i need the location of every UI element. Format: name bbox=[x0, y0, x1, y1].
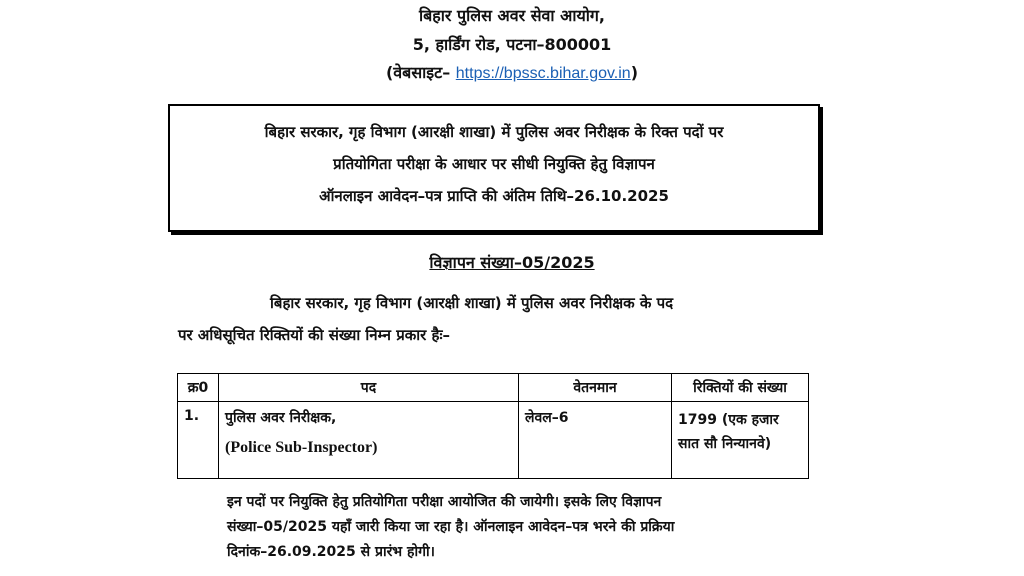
table-header-row bbox=[178, 374, 809, 402]
vacancies-line-1: 1799 (एक हजार bbox=[678, 412, 779, 428]
website-prefix: (वेबसाइट– bbox=[385, 63, 451, 82]
org-address: 5, हार्डिंग रोड, पटना–800001 bbox=[412, 35, 612, 54]
header-post: पद bbox=[219, 374, 519, 402]
cell-post bbox=[219, 402, 519, 479]
cell-vacancies bbox=[672, 402, 809, 479]
header-pay-scale: वेतनमान bbox=[519, 374, 672, 402]
website-suffix: ) bbox=[630, 63, 639, 82]
website-line bbox=[0, 61, 1024, 83]
notice-line-2: प्रतियोगिता परीक्षा के आधार पर सीधी नियुक्ति हेतु विज्ञापन bbox=[333, 155, 655, 173]
header-sno: क्र0 bbox=[178, 374, 219, 402]
website-link[interactable]: https://bpssc.bihar.gov.in bbox=[455, 65, 631, 82]
vacancies-line-2: सात सौ निन्यानवे) bbox=[678, 436, 772, 452]
advertisement-number bbox=[0, 251, 1024, 273]
org-name: बिहार पुलिस अवर सेवा आयोग, bbox=[418, 6, 606, 25]
intro-line-1: बिहार सरकार, गृह विभाग (आरक्षी शाखा) में पुलिस अवर निरीक्षक के पद bbox=[270, 294, 674, 312]
footer-line-2: संख्या–05/2025 यहाँ जारी किया जा रहा है। ऑनलाइन आवेदन–पत्र भरने की प्रक्रिया bbox=[227, 519, 675, 535]
vacancy-table bbox=[177, 373, 809, 479]
table-row bbox=[178, 402, 809, 479]
post-english: (Police Sub-Inspector) bbox=[225, 439, 378, 456]
footer-line-1: इन पदों पर नियुक्ति हेतु प्रतियोगिता परीक्षा आयोजित की जायेगी। इसके लिए विज्ञापन bbox=[227, 494, 662, 510]
notice-line-1: बिहार सरकार, गृह विभाग (आरक्षी शाखा) में पुलिस अवर निरीक्षक के रिक्त पदों पर bbox=[264, 123, 724, 141]
advertisement-number-text: विज्ञापन संख्या–05/2025 bbox=[429, 253, 595, 272]
cell-pay-level: लेवल–6 bbox=[519, 402, 672, 479]
post-hindi: पुलिस अवर निरीक्षक, bbox=[225, 410, 337, 426]
cell-sno: 1. bbox=[178, 402, 219, 479]
notice-line-3: ऑनलाइन आवेदन–पत्र प्राप्ति की अंतिम तिथि–26.10.2025 bbox=[319, 187, 669, 205]
notice-box bbox=[168, 104, 820, 232]
footer-line-3: दिनांक–26.09.2025 से प्रारंभ होगी। bbox=[227, 544, 435, 560]
header-vacancies: रिक्तियों की संख्या bbox=[672, 374, 809, 402]
intro-line-2: पर अधिसूचित रिक्तियों की संख्या निम्न प्रकार हैः– bbox=[178, 326, 451, 344]
